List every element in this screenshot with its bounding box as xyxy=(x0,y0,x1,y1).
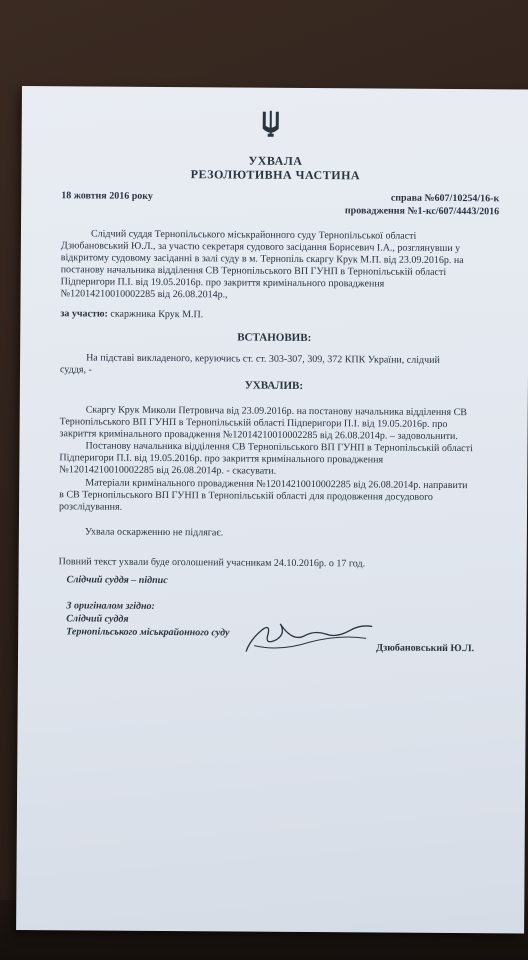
intro-line: Слідчий суддя Тернопільського міськрайонного суду Тернопільської області xyxy=(90,228,417,242)
intro-line: №12014210010002285 від 26.08.2014р., xyxy=(60,288,228,301)
ruling-line: №12014210010002285 від 26.08.2014р. - скасувати. xyxy=(59,464,277,477)
judge-name: Дзюбановський Ю.Л. xyxy=(376,642,475,655)
established-line: суддя, - xyxy=(59,364,92,376)
ruling-date: 18 жовтня 2016 року xyxy=(61,190,153,202)
ruling-line: Тернопільського ВП ГУНП в Тернопільській області Підперигори П.І. від 19.05.2016р. про xyxy=(59,416,448,430)
ruling-line: Матеріали кримінального провадження №12014210010002285 від 26.08.2014р. направити xyxy=(85,477,468,492)
ruling-line: Підперигори П.І. від 19.05.2016р. про закриття кримінального провадження xyxy=(59,452,384,466)
ruled-heading: УХВАЛИВ: xyxy=(244,379,304,392)
ruling-line: в СВ Тернопільського ВП ГУНП в Тернопільській області для продовження досудового xyxy=(59,489,433,503)
participation-value: скаржника Крук М.П. xyxy=(107,308,204,321)
intro-line: постанову начальника відділення СВ Тернопільського ВП ГУНП в Тернопільській області xyxy=(60,264,447,278)
ukraine-trident-icon xyxy=(260,110,282,138)
intro-line: Дзюбановський Ю.Л., за участю секретаря судового засідання Борисевич І.А., розглянувши у xyxy=(60,240,461,255)
participation-line xyxy=(60,308,203,321)
intro-line: відкритому судовому засіданні в залі суду в м. Тернопіль скаргу Крук М.П. від 23.09.2016р. на xyxy=(60,252,464,267)
intro-line: Підперигори П.І. від 19.05.2016р. про закриття кримінального провадження xyxy=(60,276,385,290)
document-subtitle: РЕЗОЛЮТИВНА ЧАСТИНА xyxy=(190,167,361,183)
certified-line: Тернопільського міськрайонного суду xyxy=(66,626,230,639)
ruling-line: закриття кримінального провадження №12014210010002285 від 26.08.2014р. – задовольнити. xyxy=(59,428,458,443)
participation-label: за участю: xyxy=(60,308,108,320)
ruling-line: Постанову начальника відділення СВ Тернопільського ВП ГУНП в Тернопільській області xyxy=(85,440,473,455)
no-appeal-note: Ухвала оскарженню не підлягає. xyxy=(84,526,224,539)
established-line: На підставі викладеного, керуючись ст. ст. 303-307, 309, 372 КПК України, слідчий xyxy=(86,352,440,366)
court-ruling-document xyxy=(16,86,528,934)
established-heading: ВСТАНОВИВ: xyxy=(237,331,312,345)
handwritten-signature xyxy=(240,612,380,659)
proceeding-number: провадження №1-кс/607/4443/2016 xyxy=(344,205,500,218)
ruling-line: розслідування. xyxy=(59,501,123,513)
signature-note: Слідчий суддя – підпис xyxy=(66,574,168,587)
ruling-line: Скаргу Крук Миколи Петровича від 23.09.2016р. на постанову начальника відділення СВ xyxy=(85,404,468,419)
document-title: УХВАЛА xyxy=(248,153,303,168)
certified-line: Слідчий суддя xyxy=(66,613,129,625)
full-text-note: Повний текст ухвали буде оголошений учасникам 24.10.2016р. о 17 год. xyxy=(58,556,366,570)
certified-line: З оригіналом згідно: xyxy=(66,600,155,612)
case-number: справа №607/10254/16-к xyxy=(390,192,500,205)
